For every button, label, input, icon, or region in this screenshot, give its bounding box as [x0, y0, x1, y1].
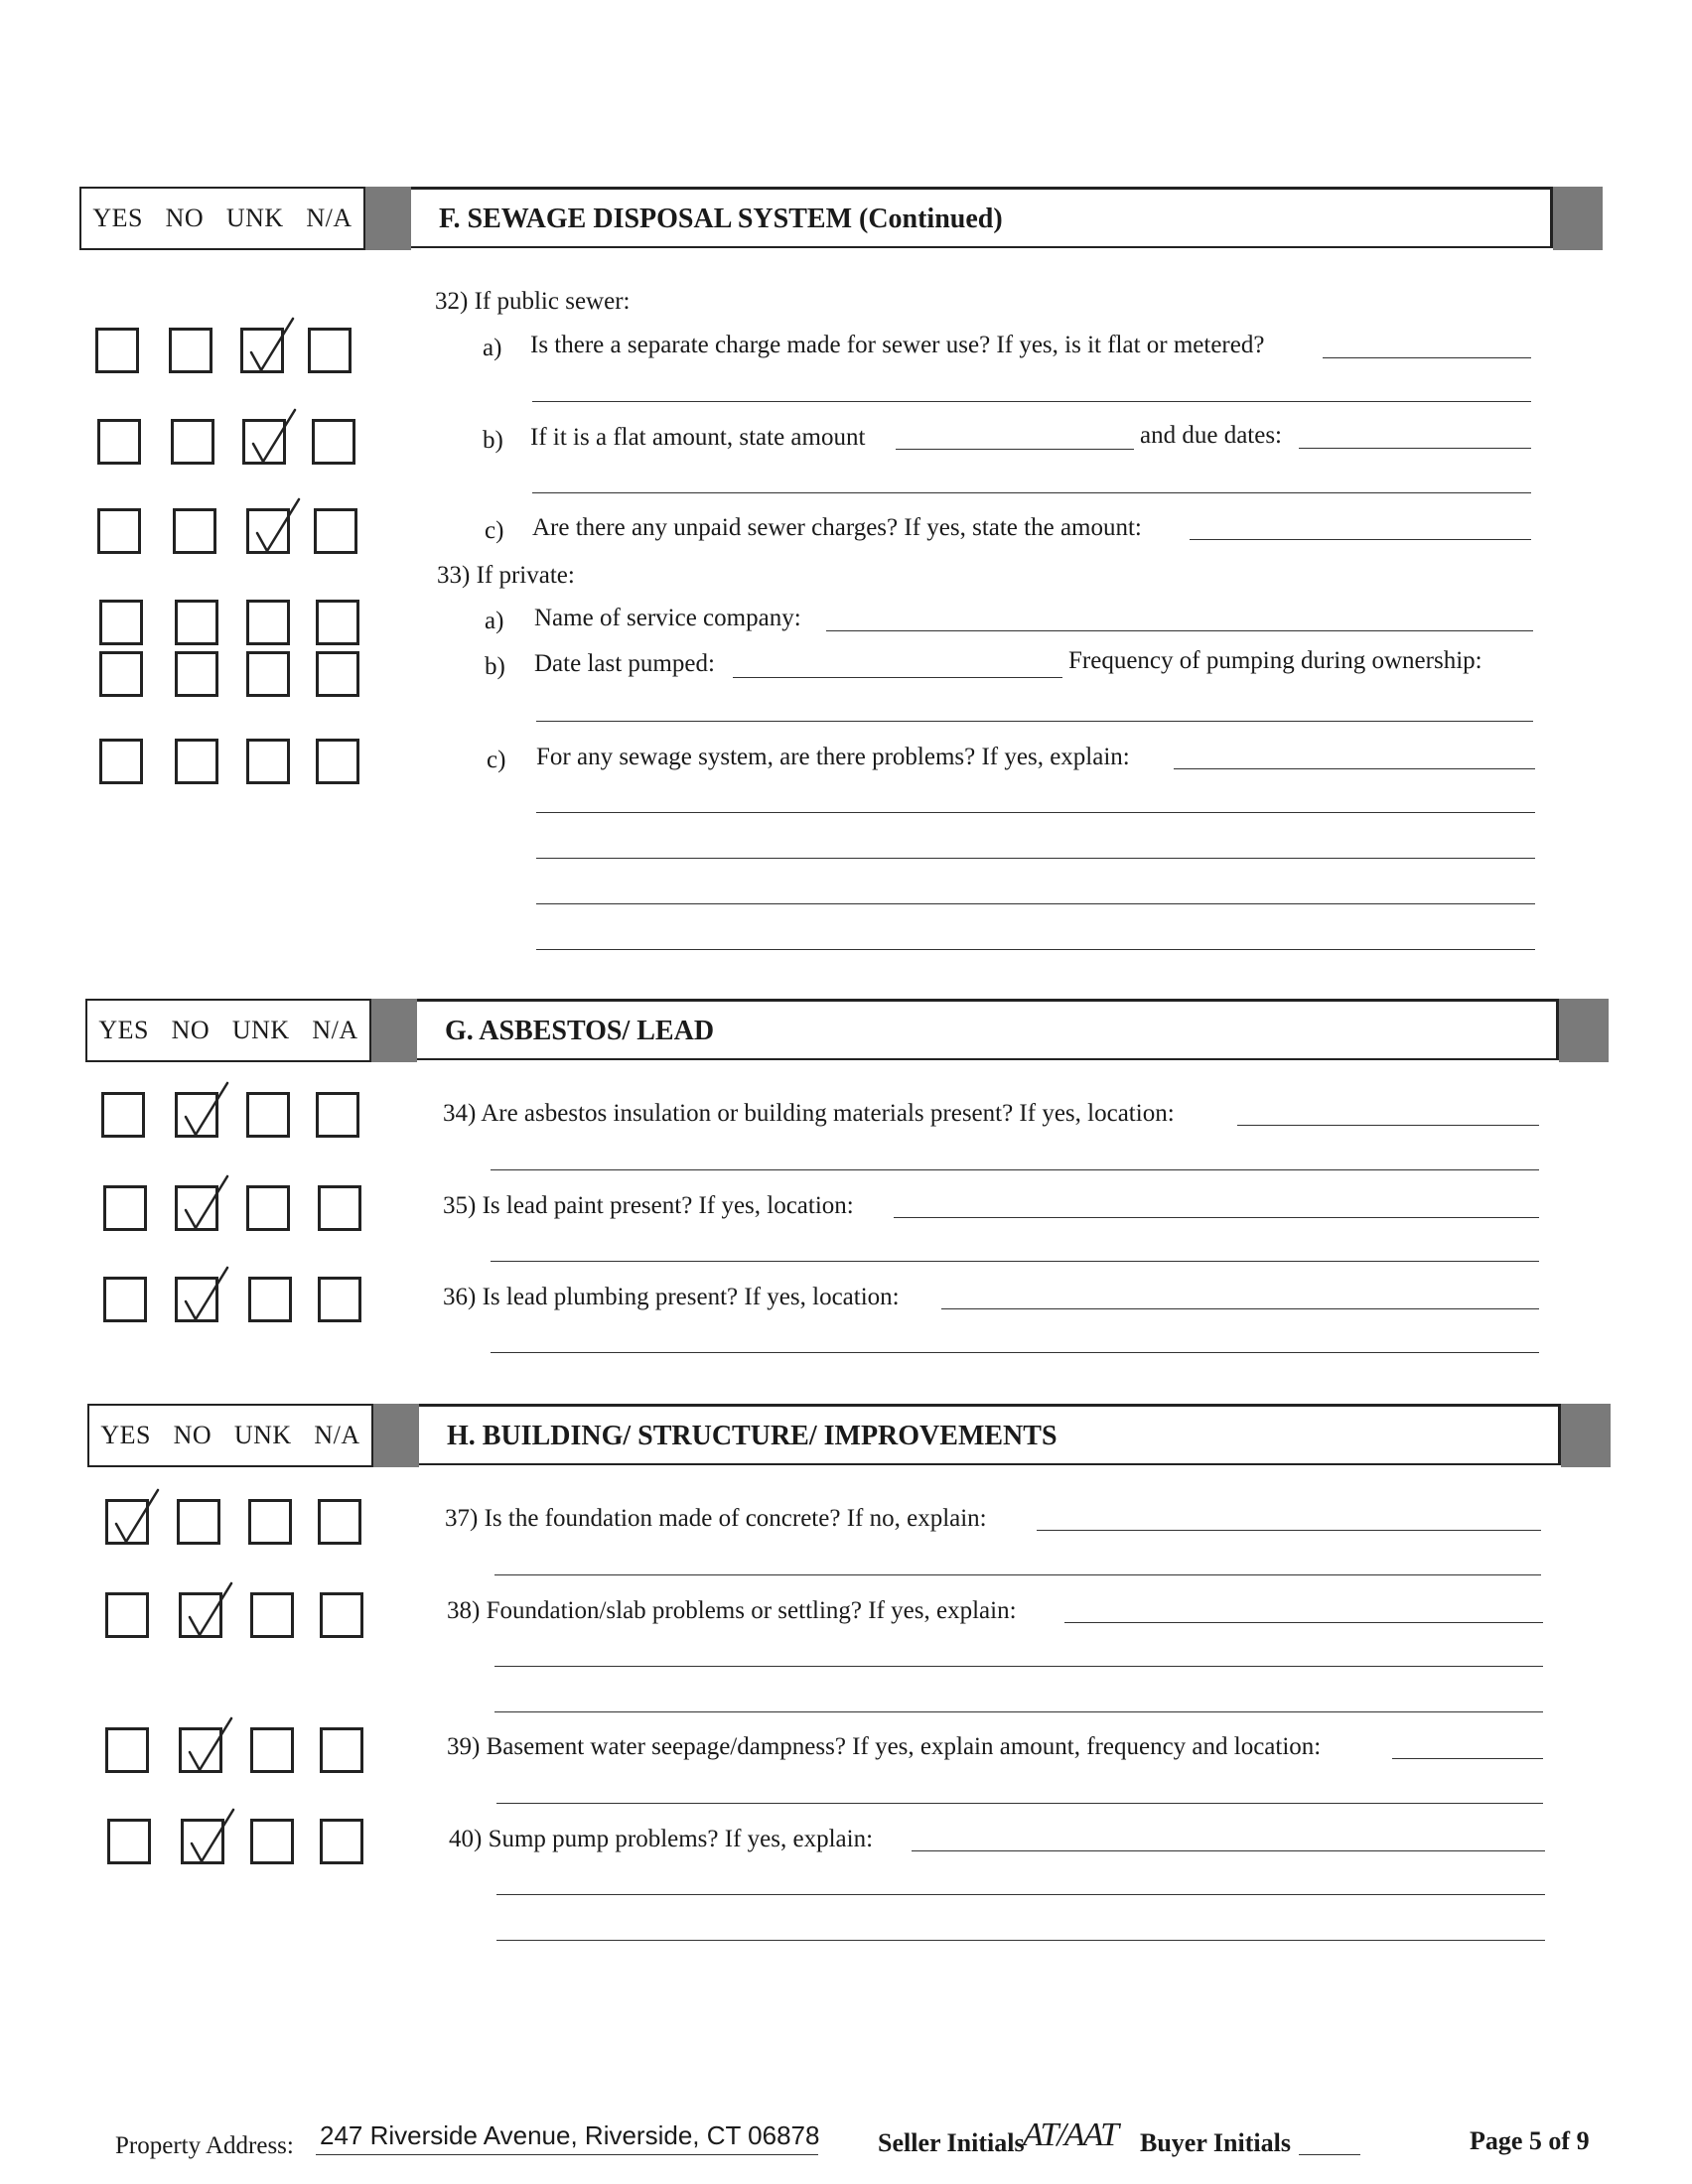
q40-answer-line-2[interactable] — [496, 1894, 1545, 1895]
section-title-box — [417, 999, 1559, 1060]
property-address-line — [316, 2154, 818, 2155]
q36-na-checkbox[interactable] — [318, 1277, 361, 1322]
col-no-label: NO — [173, 1421, 212, 1449]
seller-initials-label: Seller Initials — [878, 2128, 1025, 2157]
q32a-yes-checkbox[interactable] — [95, 328, 139, 373]
q33b-unk-checkbox[interactable] — [246, 651, 290, 697]
q33c-text: For any sewage system, are there problems? If yes, explain: — [536, 744, 1130, 770]
section-f-title: F. SEWAGE DISPOSAL SYSTEM (Continued) — [439, 204, 1003, 234]
q33a-no-checkbox[interactable] — [175, 600, 218, 645]
col-na-label: N/A — [312, 1016, 358, 1044]
q33b-yes-checkbox[interactable] — [99, 651, 143, 697]
q32b-na-checkbox[interactable] — [312, 419, 355, 465]
q32c-yes-checkbox[interactable] — [97, 508, 141, 554]
q36-yes-checkbox[interactable] — [103, 1277, 147, 1322]
q32c-no-checkbox[interactable] — [173, 508, 216, 554]
q35-no-checkbox[interactable] — [175, 1185, 218, 1231]
q38-text: 38) Foundation/slab problems or settling? If yes, explain: — [447, 1597, 1017, 1624]
q40-unk-checkbox[interactable] — [250, 1819, 294, 1864]
q39-answer-line[interactable] — [1392, 1758, 1543, 1759]
column-labels — [79, 187, 365, 250]
q33b-text: Date last pumped: — [534, 650, 715, 677]
header-shade-left — [371, 999, 417, 1062]
q33c-answer-line[interactable] — [1174, 768, 1535, 769]
q33a-num: a) — [485, 608, 504, 634]
col-unk-label: UNK — [231, 1016, 290, 1044]
q33b-answer-line-2[interactable] — [536, 721, 1533, 722]
q37-yes-checkbox[interactable] — [105, 1499, 149, 1545]
q35-yes-checkbox[interactable] — [103, 1185, 147, 1231]
q33b-na-checkbox[interactable] — [316, 651, 359, 697]
q33a-answer-line[interactable] — [826, 630, 1533, 631]
q40-text: 40) Sump pump problems? If yes, explain: — [449, 1826, 874, 1852]
checkmark-icon — [241, 315, 301, 378]
q34-answer-line-2[interactable] — [491, 1169, 1539, 1170]
q39-yes-checkbox[interactable] — [105, 1727, 149, 1773]
checkmark-icon — [243, 406, 303, 470]
buyer-initials-line[interactable] — [1299, 2154, 1360, 2155]
q40-yes-checkbox[interactable] — [107, 1819, 151, 1864]
checkmark-icon — [106, 1486, 166, 1550]
q33c-yes-checkbox[interactable] — [99, 739, 143, 784]
q33c-answer-line-3[interactable] — [536, 858, 1535, 859]
q38-no-checkbox[interactable] — [179, 1592, 222, 1638]
header-shade-right — [1553, 187, 1603, 250]
q32b-answer-line-2[interactable] — [532, 492, 1531, 493]
q36-answer-line-2[interactable] — [491, 1352, 1539, 1353]
q32a-answer-line[interactable] — [1323, 357, 1531, 358]
q38-answer-line[interactable] — [1064, 1622, 1543, 1623]
seller-initials-value: AT/AAT — [1023, 2116, 1118, 2153]
section-title-box — [411, 187, 1553, 248]
property-address-value: 247 Riverside Avenue, Riverside, CT 06878 — [320, 2120, 820, 2150]
q39-no-checkbox[interactable] — [179, 1727, 222, 1773]
q38-answer-line-2[interactable] — [494, 1666, 1543, 1667]
q37-text: 37) Is the foundation made of concrete? If no, explain: — [445, 1505, 987, 1532]
q33a-unk-checkbox[interactable] — [246, 600, 290, 645]
col-no-label: NO — [171, 1016, 211, 1044]
q38-yes-checkbox[interactable] — [105, 1592, 149, 1638]
q32a-answer-line-2[interactable] — [532, 401, 1531, 402]
q32c-answer-line[interactable] — [1190, 539, 1531, 540]
q37-unk-checkbox[interactable] — [248, 1499, 292, 1545]
q34-answer-line[interactable] — [1237, 1125, 1539, 1126]
q36-answer-line[interactable] — [941, 1308, 1539, 1309]
q39-text: 39) Basement water seepage/dampness? If yes, explain amount, frequency and location: — [447, 1733, 1322, 1760]
q37-no-checkbox[interactable] — [177, 1499, 220, 1545]
q33c-answer-line-4[interactable] — [536, 903, 1535, 904]
section-g-title: G. ASBESTOS/ LEAD — [445, 1016, 715, 1046]
col-yes-label: YES — [100, 1421, 151, 1449]
q38-unk-checkbox[interactable] — [250, 1592, 294, 1638]
q32a-no-checkbox[interactable] — [169, 328, 212, 373]
checkmark-icon — [180, 1714, 239, 1778]
section-g-header — [85, 999, 1609, 1062]
section-f-header — [79, 187, 1603, 250]
q39-na-checkbox[interactable] — [320, 1727, 363, 1773]
col-unk-label: UNK — [233, 1421, 292, 1449]
q38-answer-line-3[interactable] — [494, 1711, 1543, 1712]
checkmark-icon — [182, 1806, 241, 1869]
q35-answer-line-2[interactable] — [491, 1261, 1539, 1262]
checkmark-icon — [247, 495, 307, 559]
q33c-unk-checkbox[interactable] — [246, 739, 290, 784]
q33a-text: Name of service company: — [534, 605, 801, 631]
column-labels — [87, 1404, 373, 1467]
checkmark-icon — [176, 1264, 235, 1327]
q32c-num: c) — [485, 517, 504, 544]
q36-unk-checkbox[interactable] — [248, 1277, 292, 1322]
q33b-no-checkbox[interactable] — [175, 651, 218, 697]
checkmark-icon — [176, 1079, 235, 1143]
q39-unk-checkbox[interactable] — [250, 1727, 294, 1773]
header-shade-left — [365, 187, 411, 250]
q40-na-checkbox[interactable] — [320, 1819, 363, 1864]
q33c-answer-line-2[interactable] — [536, 812, 1535, 813]
q32a-text: Is there a separate charge made for sewer use? If yes, is it flat or metered? — [530, 332, 1265, 358]
col-yes-label: YES — [92, 204, 143, 232]
page-number: Page 5 of 9 — [1470, 2126, 1590, 2155]
q32c-na-checkbox[interactable] — [314, 508, 357, 554]
q32b-no-checkbox[interactable] — [171, 419, 214, 465]
buyer-initials-label: Buyer Initials — [1140, 2128, 1291, 2157]
q37-na-checkbox[interactable] — [318, 1499, 361, 1545]
q34-na-checkbox[interactable] — [316, 1092, 359, 1138]
q33c-na-checkbox[interactable] — [316, 739, 359, 784]
header-shade-right — [1559, 999, 1609, 1062]
q35-unk-checkbox[interactable] — [246, 1185, 290, 1231]
section-h-title: H. BUILDING/ STRUCTURE/ IMPROVEMENTS — [447, 1421, 1058, 1451]
q40-answer-line[interactable] — [912, 1850, 1545, 1851]
q34-no-checkbox[interactable] — [175, 1092, 218, 1138]
q32-label: 32) If public sewer: — [435, 288, 631, 315]
col-no-label: NO — [165, 204, 205, 232]
q32b-due-line[interactable] — [1299, 448, 1531, 449]
q37-answer-line[interactable] — [1037, 1530, 1541, 1531]
q33b-num: b) — [485, 653, 505, 680]
q33b-frequency-label: Frequency of pumping during ownership: — [1068, 647, 1482, 674]
q32b-due-label: and due dates: — [1140, 422, 1283, 449]
property-address-label: Property Address: — [115, 2132, 294, 2159]
q34-unk-checkbox[interactable] — [246, 1092, 290, 1138]
q37-answer-line-2[interactable] — [494, 1574, 1541, 1575]
q33c-answer-line-5[interactable] — [536, 949, 1535, 950]
q32a-num: a) — [483, 335, 502, 361]
q35-answer-line[interactable] — [894, 1217, 1539, 1218]
q32b-yes-checkbox[interactable] — [97, 419, 141, 465]
q39-answer-line-2[interactable] — [496, 1803, 1543, 1804]
column-labels — [85, 999, 371, 1062]
q38-na-checkbox[interactable] — [320, 1592, 363, 1638]
q32c-text: Are there any unpaid sewer charges? If yes, state the amount: — [532, 514, 1142, 541]
q35-text: 35) Is lead paint present? If yes, location: — [443, 1192, 854, 1219]
q33-label: 33) If private: — [437, 562, 575, 589]
col-na-label: N/A — [306, 204, 352, 232]
q40-answer-line-3[interactable] — [496, 1940, 1545, 1941]
q32a-na-checkbox[interactable] — [308, 328, 352, 373]
q32b-amount-line[interactable] — [896, 449, 1134, 450]
q35-na-checkbox[interactable] — [318, 1185, 361, 1231]
q34-yes-checkbox[interactable] — [101, 1092, 145, 1138]
col-na-label: N/A — [314, 1421, 360, 1449]
q33a-yes-checkbox[interactable] — [99, 600, 143, 645]
q32b-num: b) — [483, 427, 503, 454]
header-shade-right — [1561, 1404, 1611, 1467]
q40-no-checkbox[interactable] — [181, 1819, 224, 1864]
checkmark-icon — [176, 1172, 235, 1236]
q32b-text: If it is a flat amount, state amount — [530, 424, 866, 451]
col-unk-label: UNK — [225, 204, 284, 232]
q36-text: 36) Is lead plumbing present? If yes, location: — [443, 1284, 900, 1310]
q32a-unk-checkbox[interactable] — [240, 328, 284, 373]
q33b-date-line[interactable] — [733, 677, 1062, 678]
q33c-num: c) — [487, 747, 506, 773]
q34-text: 34) Are asbestos insulation or building materials present? If yes, location: — [443, 1100, 1175, 1127]
q32b-unk-checkbox[interactable] — [242, 419, 286, 465]
checkmark-icon — [180, 1579, 239, 1643]
col-yes-label: YES — [98, 1016, 149, 1044]
header-shade-left — [373, 1404, 419, 1467]
q33a-na-checkbox[interactable] — [316, 600, 359, 645]
section-title-box — [419, 1404, 1561, 1465]
q33c-no-checkbox[interactable] — [175, 739, 218, 784]
section-h-header — [87, 1404, 1611, 1467]
q32c-unk-checkbox[interactable] — [246, 508, 290, 554]
q36-no-checkbox[interactable] — [175, 1277, 218, 1322]
